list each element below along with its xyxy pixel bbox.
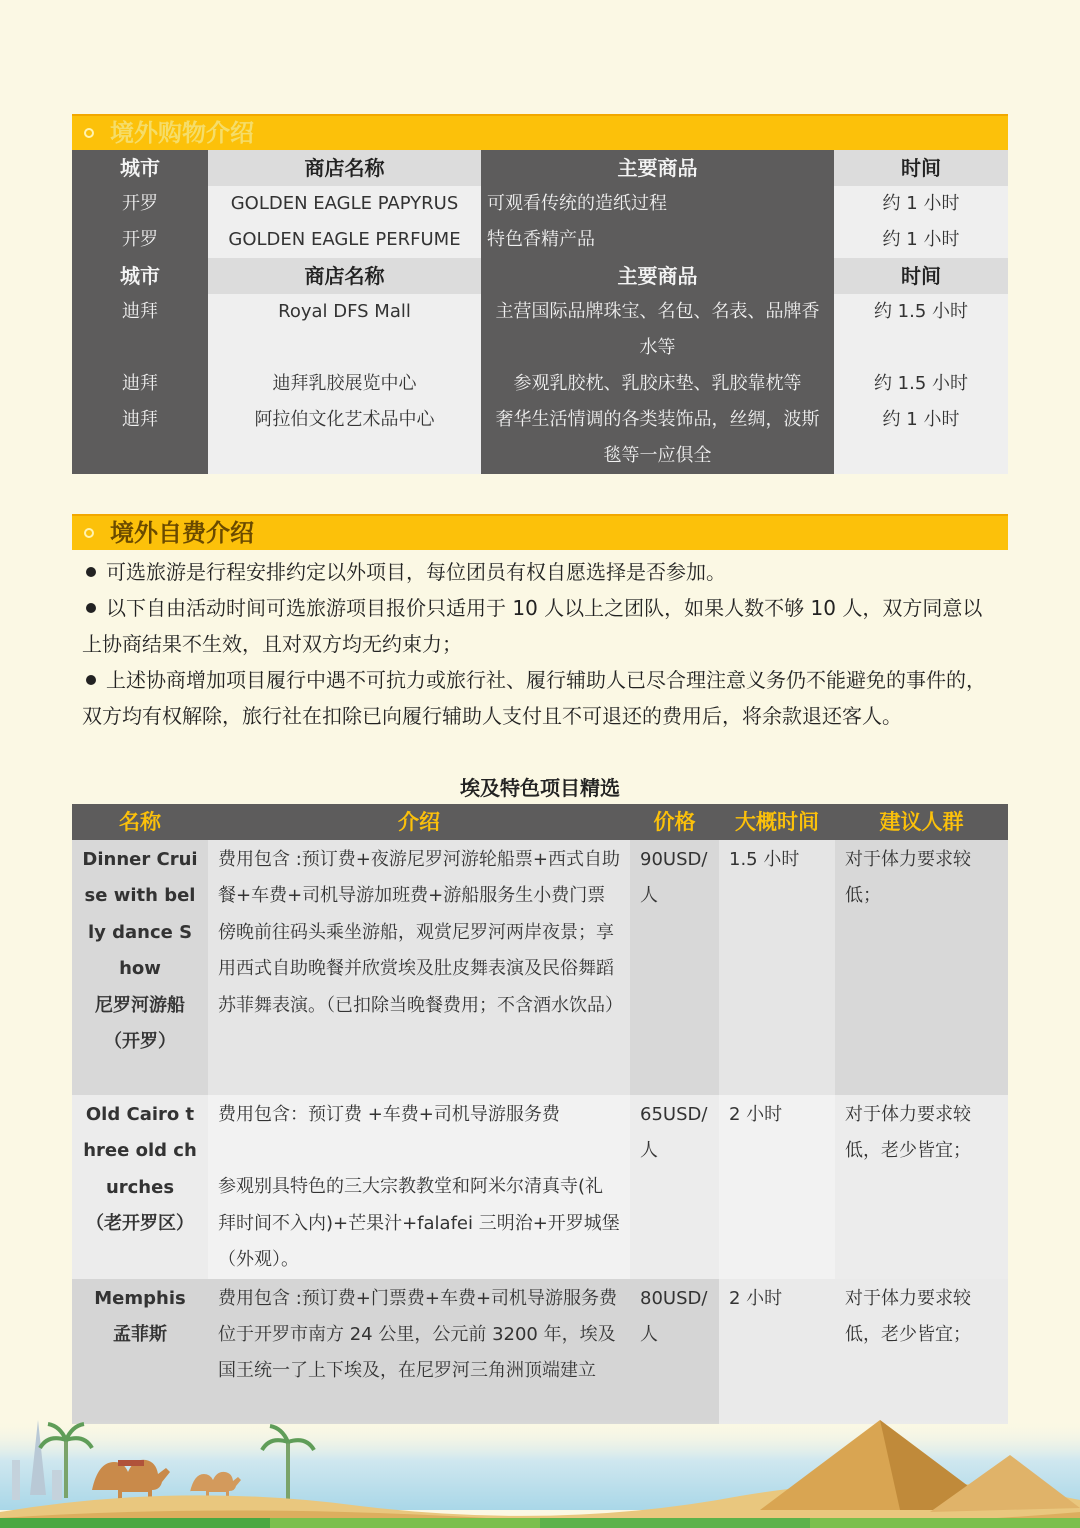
cell-time: 约 1 小时 — [834, 402, 1008, 474]
table-row — [72, 1095, 1008, 1279]
header-goods: 主要商品 — [481, 150, 834, 186]
cell-time: 约 1.5 小时 — [834, 294, 1008, 366]
egypt-table-header — [72, 804, 1008, 840]
bullet-icon — [86, 675, 96, 685]
cell-store: Royal DFS Mall — [208, 294, 481, 366]
intro-fee: 费用包含：预订费 +车费+司机导游服务费 — [218, 1104, 560, 1125]
paragraph-text: 上述协商增加项目履行中遇不可抗力或旅行社、履行辅助人已尽合理注意义务仍不能避免的事件的，双方均有权解除，旅行社在扣除已向履行辅助人支付且不可退还的费用后，将余款退还客人。 — [82, 668, 986, 728]
table-row — [72, 222, 1008, 258]
name-en: Memphis — [94, 1287, 186, 1309]
name-cn: 尼罗河游船（开罗） — [95, 994, 185, 1053]
cell-goods: 参观乳胶枕、乳胶床垫、乳胶靠枕等 — [481, 366, 834, 402]
cell-city: 迪拜 — [72, 366, 208, 402]
name-en: Old Cairo three old churches — [83, 1104, 197, 1198]
table-row — [72, 840, 1008, 1095]
header-store: 商店名称 — [208, 258, 481, 294]
intro-desc: 傍晚前往码头乘坐游船，观赏尼罗河两岸夜景；享用西式自助晚餐并欣赏埃及肚皮舞表演及民俗舞蹈苏菲舞表演。（已扣除当晚餐费用；不含酒水饮品） — [218, 921, 623, 1016]
cell-store: GOLDEN EAGLE PAPYRUS — [208, 186, 481, 222]
cell-city: 开罗 — [72, 186, 208, 222]
header-time: 时间 — [834, 150, 1008, 186]
cell-city: 迪拜 — [72, 294, 208, 366]
table-row — [72, 402, 1008, 474]
header-audience: 建议人群 — [835, 804, 1008, 840]
cell-price: 65USD/人 — [630, 1095, 719, 1279]
desert-decoration — [0, 1400, 1080, 1528]
shopping-table-header — [72, 258, 1008, 294]
intro-desc: 位于开罗市南方 24 公里，公元前 3200 年，埃及国王统一了上下埃及，在尼罗河三角洲顶端建立 — [218, 1324, 616, 1382]
cell-duration: 1.5 小时 — [719, 840, 835, 1095]
name-cn: 孟菲斯 — [113, 1324, 167, 1346]
intro-fee: 费用包含 :预订费+门票费+车费+司机导游服务费 — [218, 1287, 618, 1309]
circle-bullet-icon — [84, 128, 94, 138]
cell-goods: 奢华生活情调的各类装饰品，丝绸，波斯毯等一应俱全 — [481, 402, 834, 474]
cell-intro — [208, 840, 630, 1095]
cell-time: 约 1 小时 — [834, 186, 1008, 222]
cell-audience: 对于体力要求较低，老少皆宜； — [835, 1095, 1008, 1279]
selfpay-paragraph — [82, 590, 1002, 662]
cell-time: 约 1 小时 — [834, 222, 1008, 258]
selfpay-paragraph — [82, 554, 1002, 590]
shopping-table — [72, 150, 1008, 474]
name-cn: （老开罗区） — [86, 1213, 194, 1235]
table-row — [72, 366, 1008, 402]
selfpay-section-title: 境外自费介绍 — [110, 519, 254, 547]
cell-goods: 主营国际品牌珠宝、名包、名表、品牌香水等 — [481, 294, 834, 366]
cell-goods: 特色香精产品 — [481, 222, 834, 258]
cell-audience: 对于体力要求较低，老少皆宜； — [835, 1279, 1008, 1424]
header-city: 城市 — [72, 150, 208, 186]
shopping-section-title: 境外购物介绍 — [110, 119, 254, 147]
header-price: 价格 — [630, 804, 719, 840]
cell-store: 阿拉伯文化艺术品中心 — [208, 402, 481, 474]
cell-city: 迪拜 — [72, 402, 208, 474]
table-row — [72, 186, 1008, 222]
intro-fee: 费用包含 :预订费+夜游尼罗河游轮船票+西式自助餐+车费+司机导游加班费+游船服务生小费门票 — [218, 849, 620, 907]
spacer — [218, 1133, 620, 1169]
shopping-section-header — [72, 114, 1008, 150]
egypt-table — [72, 804, 1008, 1424]
paragraph-text: 可选旅游是行程安排约定以外项目，每位团员有权自愿选择是否参加。 — [106, 560, 726, 584]
intro-desc: 参观别具特色的三大宗教教堂和阿米尔清真寺(礼拜时间不入内)+芒果汁+falafei 三明治+开罗城堡（外观）。 — [218, 1176, 620, 1271]
cell-name — [72, 1095, 208, 1279]
cell-audience: 对于体力要求较低； — [835, 840, 1008, 1095]
selfpay-section-header — [72, 514, 1008, 550]
header-goods: 主要商品 — [481, 258, 834, 294]
header-intro: 介绍 — [208, 804, 630, 840]
header-name: 名称 — [72, 804, 208, 840]
cell-duration: 2 小时 — [719, 1095, 835, 1279]
header-time: 时间 — [834, 258, 1008, 294]
cell-price: 90USD/人 — [630, 840, 719, 1095]
cell-name — [72, 840, 208, 1095]
cell-goods: 可观看传统的造纸过程 — [481, 186, 834, 222]
cell-duration: 2 小时 — [719, 1279, 835, 1424]
paragraph-text: 以下自由活动时间可选旅游项目报价只适用于 10 人以上之团队，如果人数不够 10 人，双方同意以上协商结果不生效，且对双方均无约束力； — [82, 596, 983, 656]
circle-bullet-icon — [84, 528, 94, 538]
cell-store: 迪拜乳胶展览中心 — [208, 366, 481, 402]
cell-city: 开罗 — [72, 222, 208, 258]
header-city: 城市 — [72, 258, 208, 294]
cell-intro — [208, 1095, 630, 1279]
bullet-icon — [86, 567, 96, 577]
name-en: Dinner Cruise with belly dance Show — [82, 849, 198, 980]
shopping-table-header — [72, 150, 1008, 186]
header-store: 商店名称 — [208, 150, 481, 186]
header-duration: 大概时间 — [719, 804, 835, 840]
cell-time: 约 1.5 小时 — [834, 366, 1008, 402]
cell-price: 80USD/人 — [630, 1279, 719, 1424]
bullet-icon — [86, 603, 96, 613]
table-row — [72, 294, 1008, 366]
cell-store: GOLDEN EAGLE PERFUME — [208, 222, 481, 258]
selfpay-paragraph — [82, 662, 1002, 734]
egypt-table-caption: 埃及特色项目精选 — [460, 776, 620, 800]
